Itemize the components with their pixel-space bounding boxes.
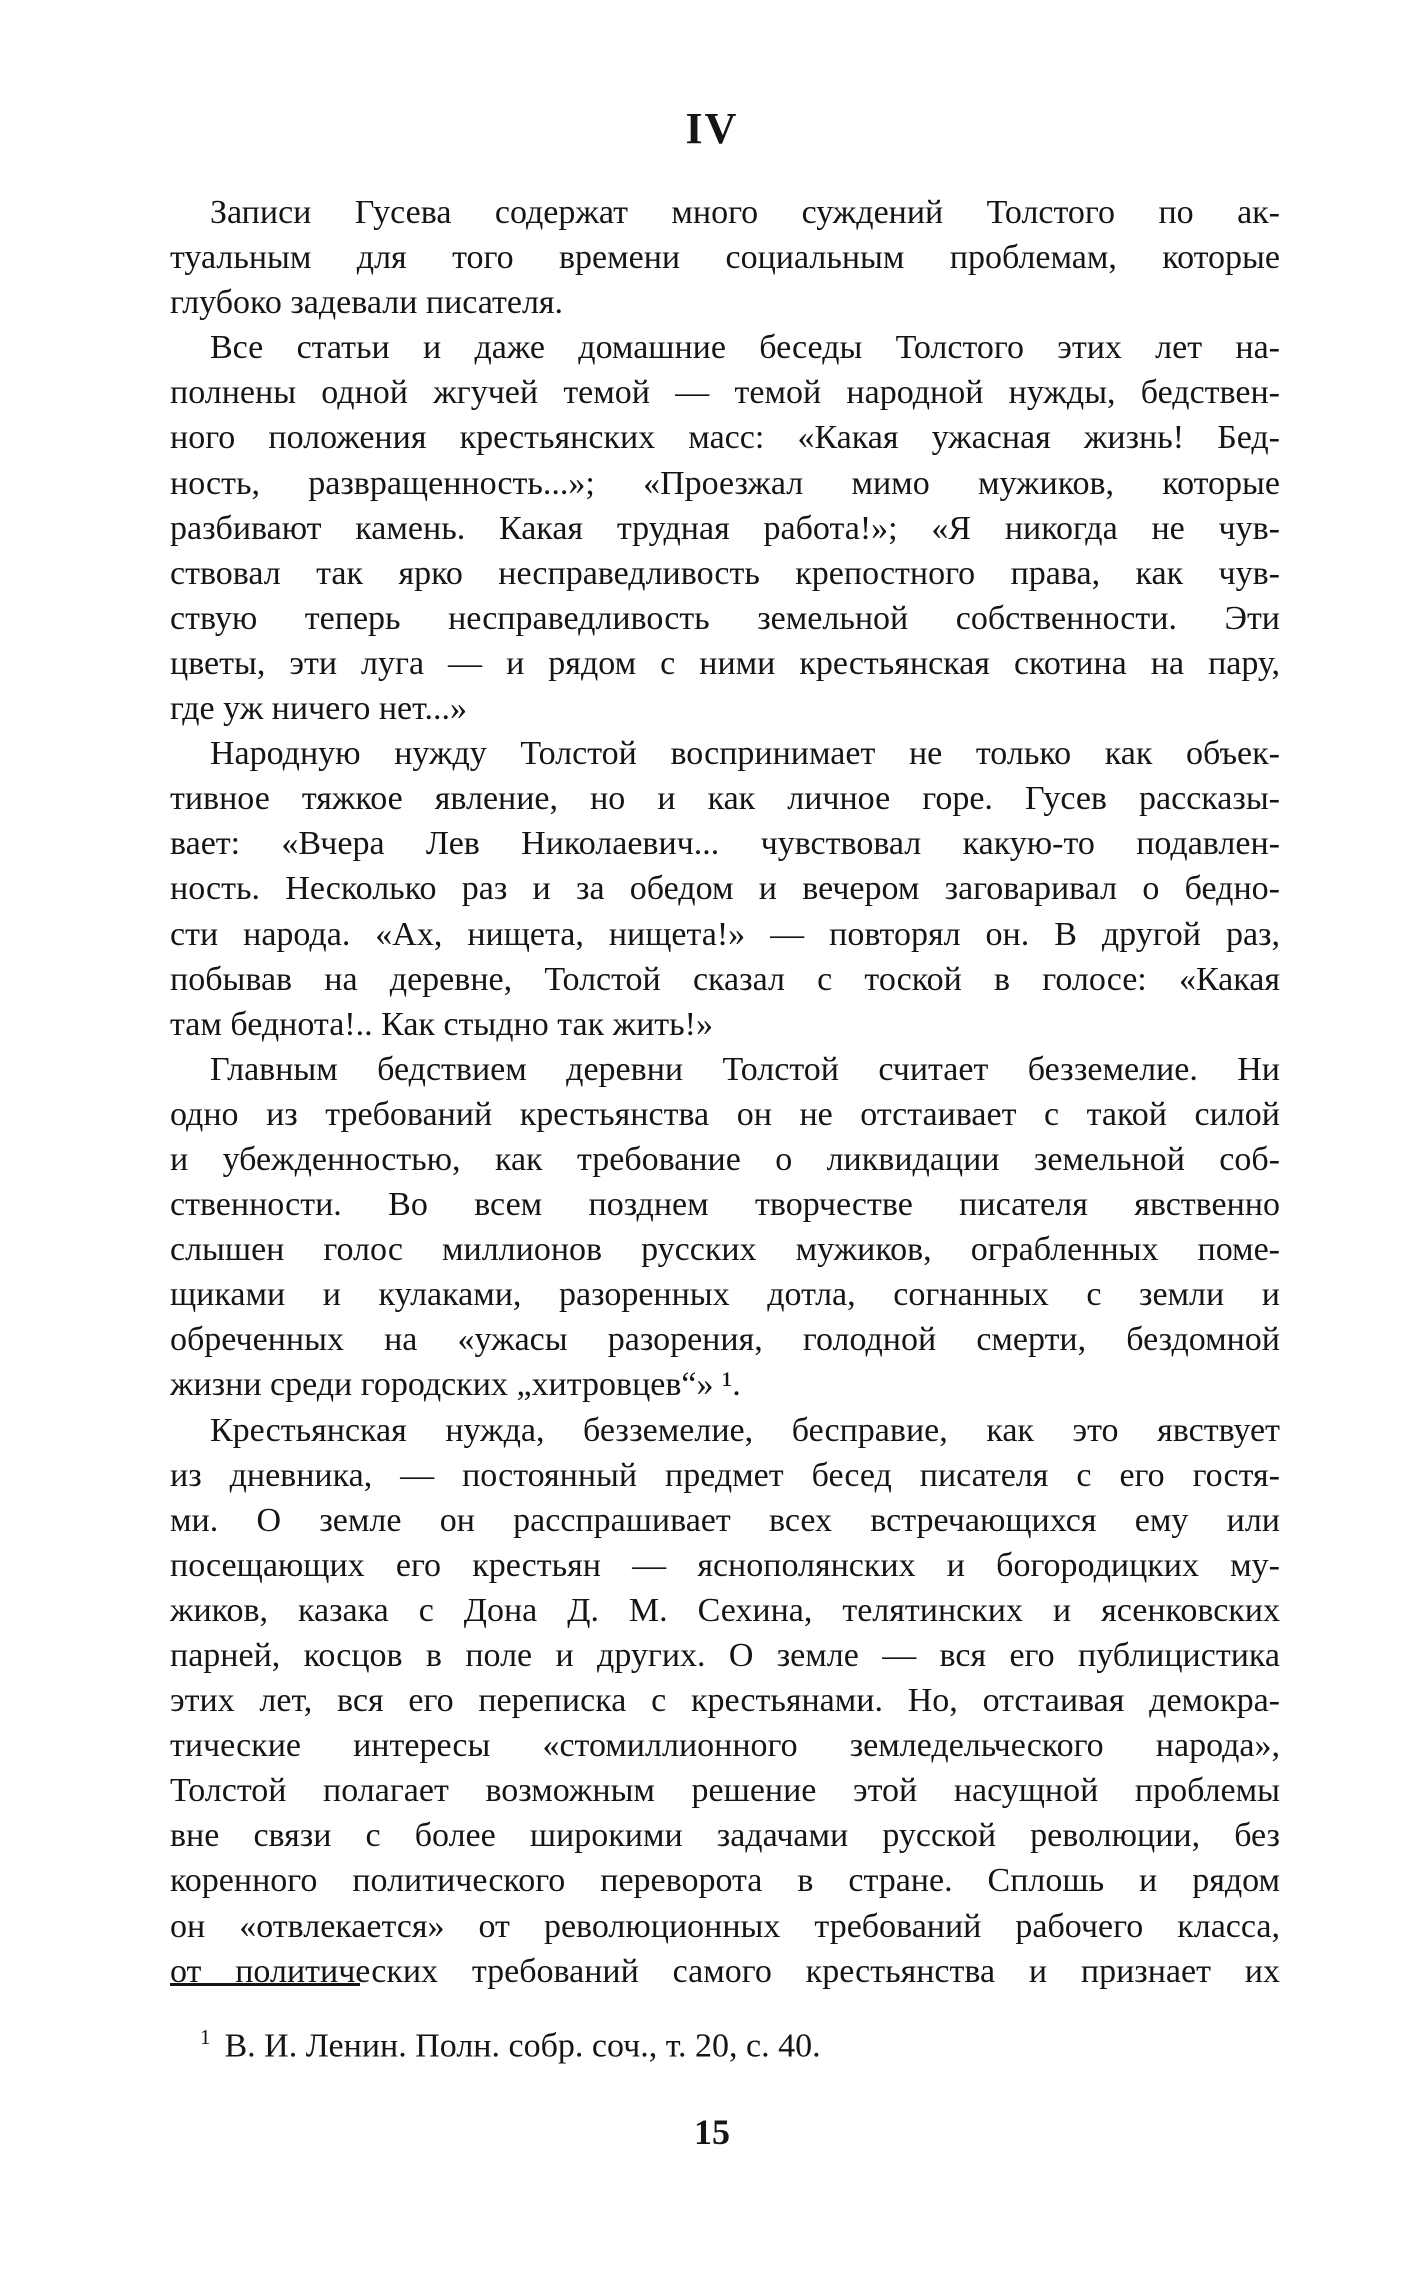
text-line: тические интересы «стомиллионного земледельческого народа», xyxy=(170,1727,1280,1765)
text-line: от политических требований самого крестьянства и признает их xyxy=(170,1952,1280,1990)
text-line: глубоко задевали писателя. xyxy=(170,284,564,322)
text-line: парней, косцов в поле и других. О земле — вся его публицистика xyxy=(170,1637,1280,1674)
footnote-text: В. И. Ленин. Полн. собр. соч., т. 20, с. 40. xyxy=(224,2027,821,2065)
text-line: ственности. Во всем позднем творчестве писателя явственно xyxy=(170,1186,1280,1224)
paragraph xyxy=(170,190,1280,325)
text-line: и убежденностью, как требование о ликвидации земельной соб- xyxy=(170,1140,1280,1178)
paragraph xyxy=(170,1047,1280,1408)
text-line: тивное тяжкое явление, но и как личное горе. Гусев рассказы- xyxy=(170,780,1280,818)
text-line: Записи Гусева содержат много суждений Толстого по ак- xyxy=(210,194,1280,231)
text-line: полнены одной жгучей темой — темой народной нужды, бедствен- xyxy=(170,374,1280,412)
footnote-mark: 1 xyxy=(200,2025,211,2049)
text-line: туальным для того времени социальным проблемам, которые xyxy=(170,239,1280,277)
paragraph xyxy=(170,731,1280,1047)
text-line: сти народа. «Ах, нищета, нищета!» — повторял он. В другой раз, xyxy=(170,915,1280,953)
text-line: щиками и кулаками, разоренных дотла, согнанных с земли и xyxy=(170,1276,1280,1314)
paragraph xyxy=(170,325,1280,731)
text-line: вне связи с более широкими задачами русской революции, без xyxy=(170,1817,1280,1855)
text-line: посещающих его крестьян — яснополянских и богородицких му- xyxy=(170,1546,1280,1584)
text-line: обреченных на «ужасы разорения, голодной смерти, бездомной xyxy=(170,1321,1280,1359)
text-line: одно из требований крестьянства он не отстаивает с такой силой xyxy=(170,1095,1280,1133)
text-line: из дневника, — постоянный предмет бесед писателя с его гостя- xyxy=(170,1456,1280,1494)
text-line: побывав на деревне, Толстой сказал с тоской в голосе: «Какая xyxy=(170,960,1280,998)
text-line: ность, развращенность...»; «Проезжал мимо мужиков, которые xyxy=(170,464,1280,502)
text-line: Все статьи и даже домашние беседы Толстого этих лет на- xyxy=(210,329,1280,367)
text-line: ность. Несколько раз и за обедом и вечером заговаривал о бедно- xyxy=(170,870,1280,908)
text-line: слышен голос миллионов русских мужиков, ограбленных поме- xyxy=(170,1231,1280,1269)
body-text xyxy=(170,190,1280,1994)
text-line: вает: «Вчера Лев Николаевич... чувствовал какую-то подавлен- xyxy=(170,825,1280,863)
chapter-numeral: IV xyxy=(685,104,739,153)
text-line: ми. О земле он расспрашивает всех встречающихся ему или xyxy=(170,1501,1280,1539)
text-line: Главным бедствием деревни Толстой считает безземелие. Ни xyxy=(210,1050,1280,1088)
text-line: Народную нужду Толстой воспринимает не только как объек- xyxy=(210,735,1280,773)
text-line: этих лет, вся его переписка с крестьянами. Но, отстаивая демокра- xyxy=(170,1682,1280,1720)
text-line: коренного политического переворота в стране. Сплошь и рядом xyxy=(170,1862,1280,1900)
text-line: ного положения крестьянских масс: «Какая ужасная жизнь! Бед- xyxy=(170,419,1280,457)
text-line: там беднота!.. Как стыдно так жить!» xyxy=(170,1005,713,1043)
text-line: где уж ничего нет...» xyxy=(170,690,467,728)
text-line: цветы, эти луга — и рядом с ними крестьянская скотина на пару, xyxy=(170,644,1280,682)
text-line: жизни среди городских „хитровцев“» ¹. xyxy=(170,1366,741,1404)
text-line: ствую теперь несправедливость земельной собственности. Эти xyxy=(170,599,1280,637)
footnote-divider xyxy=(170,1983,360,1986)
text-line: разбивают камень. Какая трудная работа!»; «Я никогда не чув- xyxy=(170,509,1280,547)
paragraph xyxy=(170,1408,1280,1994)
footnote xyxy=(200,2015,821,2068)
text-line: Крестьянская нужда, безземелие, бесправие, как это явствует xyxy=(210,1411,1280,1449)
text-line: Толстой полагает возможным решение этой насущной проблемы xyxy=(170,1772,1280,1810)
page-number: 15 xyxy=(694,2112,730,2152)
text-line: он «отвлекается» от революционных требований рабочего класса, xyxy=(170,1907,1280,1945)
text-line: жиков, казака с Дона Д. М. Сехина, телятинских и ясенковских xyxy=(170,1591,1280,1629)
text-line: ствовал так ярко несправедливость крепостного права, как чув- xyxy=(170,554,1280,592)
